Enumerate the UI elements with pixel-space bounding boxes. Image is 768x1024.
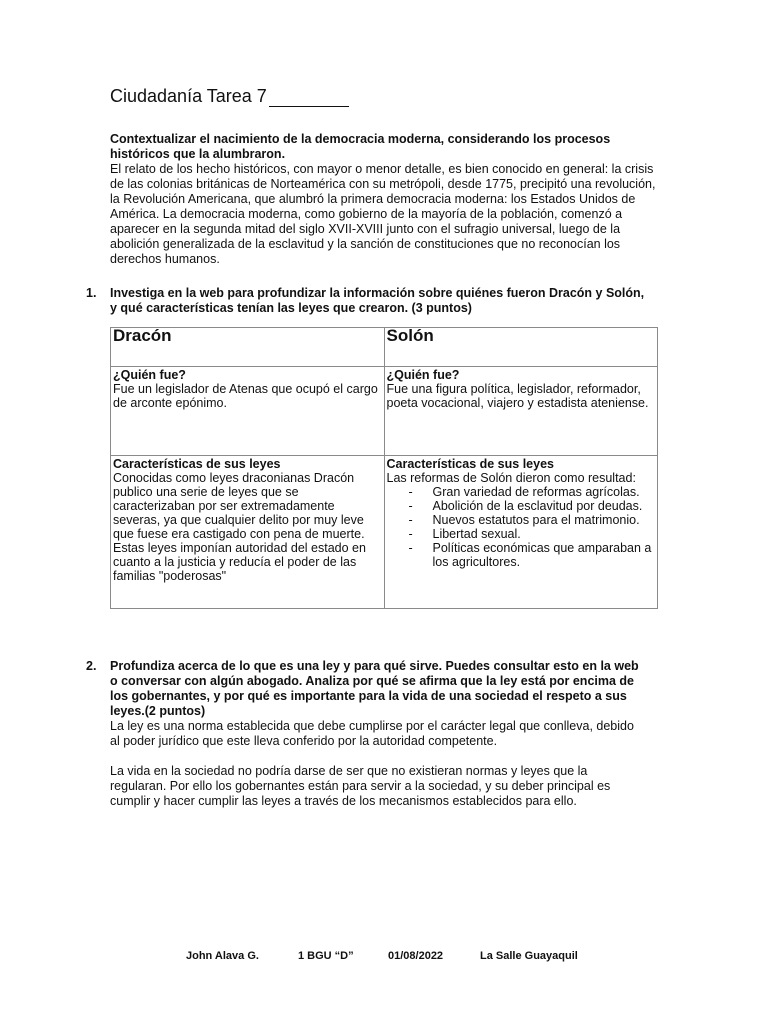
intro-text: El relato de los hecho históricos, con mayor o menor detalle, es bien conocido en general: la crisis de las colonias británicas de Norteamérica con su metrópoli, desde 1775, precipitó una revolución, la Revolución Americana, que alumbró la primera democracia moderna: los Estados Unidos de América. La democracia moderna, como gobierno de la mayoría de la población, comenzó a aparecer en la segunda mitad del siglo XVII-XVIII junto con el sufragio universal, luego de la abolición generalizada de la esclavitud y la sanción de constituciones que no reconocían los derechos humanos.: [110, 162, 656, 266]
cell-solon-laws: [384, 456, 658, 609]
footer-course: 1 BGU “D”: [298, 950, 354, 962]
list-item: - Gran variedad de reformas agrícolas.: [433, 485, 656, 499]
cell-dracon-who: [111, 367, 385, 456]
list-item: - Libertad sexual.: [433, 527, 656, 541]
question-1-number: 1.: [86, 286, 97, 300]
question-2: [86, 659, 646, 809]
table-row-who: [111, 367, 658, 456]
intro-heading: Contextualizar el nacimiento de la democracia moderna, considerando los procesos históricos que la alumbraron.: [110, 132, 611, 161]
header-dracon: Dracón: [111, 328, 385, 367]
list-item: - Abolición de la esclavitud por deudas.: [433, 499, 656, 513]
list-item: - Políticas económicas que amparaban a los agricultores.: [433, 541, 656, 569]
question-2-answer-2: La vida en la sociedad no podría darse de ser que no existieran normas y leyes que la regularan. Por ello los gobernantes están para servir a la sociedad, y su deber principal es cumplir y hacer cumplir las leyes a través de los mecanismos establecidos para ello.: [110, 764, 611, 808]
title-underline: [269, 88, 349, 107]
footer-school: La Salle Guayaquil: [480, 950, 578, 962]
footer-name: John Alava G.: [186, 950, 259, 962]
cell-dracon-laws: [111, 456, 385, 609]
question-2-body: [110, 659, 646, 809]
solon-laws-list: [387, 485, 656, 569]
document-title: [110, 86, 349, 107]
footer-date: 01/08/2022: [388, 950, 444, 962]
solon-who-label: ¿Quién fue?: [386, 368, 460, 382]
header-solon: Solón: [384, 328, 658, 367]
list-item: - Nuevos estatutos para el matrimonio.: [433, 513, 656, 527]
comparison-table: [110, 327, 658, 609]
question-2-number: 2.: [86, 659, 97, 673]
question-2-answer-1: La ley es una norma establecida que debe cumplirse por el carácter legal que conlleva, debido al poder jurídico que este lleva conferido por la autoridad competente.: [110, 719, 634, 748]
dracon-laws-text: Conocidas como leyes draconianas Dracón publico una serie de leyes que se caracterizaban por ser extremadamente severas, ya que cualquier delito por muy leve que fuese era castigado con pena de muerte. Estas leyes imponían autoridad del estado en cuanto a la justicia y reducía el poder de las familias "poderosas": [113, 471, 366, 583]
solon-laws-intro: Las reformas de Solón dieron como resultad:: [386, 471, 636, 485]
dracon-who-text: Fue un legislador de Atenas que ocupó el cargo de arconte epónimo.: [113, 382, 378, 410]
dracon-laws-label: Características de sus leyes: [113, 457, 281, 471]
solon-who-text: Fue una figura política, legislador, reformador, poeta vocacional, viajero y estadista ateniense.: [386, 382, 649, 410]
intro-section: [110, 132, 660, 267]
solon-laws-label: Características de sus leyes: [386, 457, 554, 471]
dracon-who-label: ¿Quién fue?: [113, 368, 186, 382]
title-text: Ciudadanía Tarea 7: [110, 86, 267, 106]
cell-solon-who: [384, 367, 658, 456]
table-row-laws: [111, 456, 658, 609]
question-2-text: Profundiza acerca de lo que es una ley y para qué sirve. Puedes consultar esto en la web o conversar con algún abogado. Analiza por qué se afirma que la ley está por encima de los gobernantes, y por qué es importante para la vida de una sociedad el respeto a sus leyes.(2 puntos): [110, 659, 639, 718]
document-footer: [186, 950, 606, 962]
question-1-text: Investiga en la web para profundizar la información sobre quiénes fueron Dracón y Solón, y qué características tenían las leyes que crearon. (3 puntos): [110, 286, 645, 315]
question-1: [86, 286, 646, 316]
table-header-row: [111, 328, 658, 367]
